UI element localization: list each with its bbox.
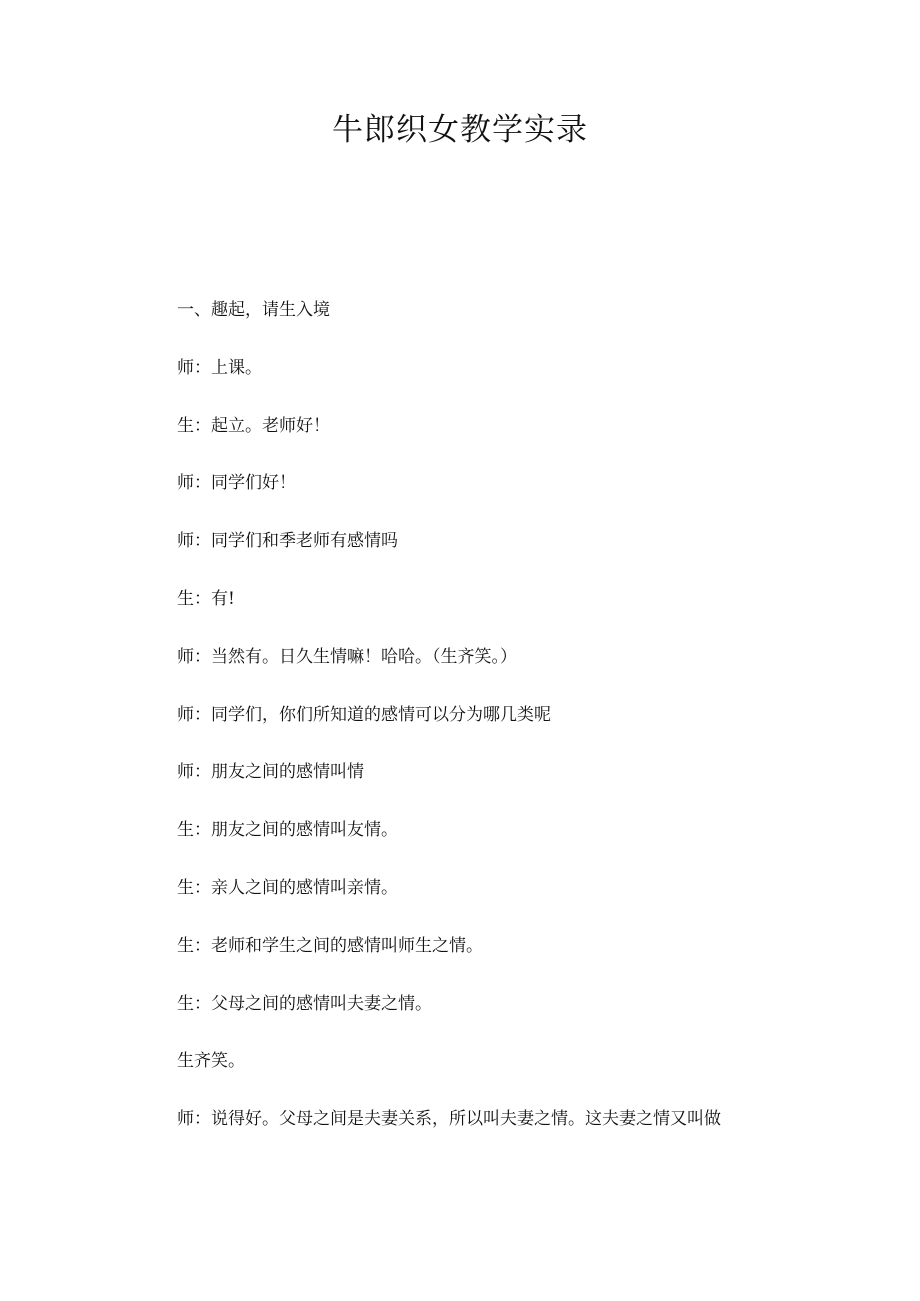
dialogue-line: 师：当然有。日久生情嘛！哈哈。（生齐笑。） [177,646,517,667]
dialogue-line: 师：朋友之间的感情叫情 [177,762,364,783]
dialogue-line: 师：上课。 [177,357,262,378]
dialogue-line: 生：朋友之间的感情叫友情。 [177,820,398,841]
section-heading: 一、趣起，请生入境 [177,300,330,320]
document-title: 牛郎织女教学实录 [332,112,588,148]
dialogue-line: 生：父母之间的感情叫夫妻之情。 [177,993,432,1014]
dialogue-line: 师：说得好。父母之间是夫妻关系，所以叫夫妻之情。这夫妻之情又叫做 [177,1109,721,1130]
dialogue-line: 师：同学们和季老师有感情吗 [177,531,398,552]
dialogue-line: 生：有! [177,588,235,609]
dialogue-line: 生：老师和学生之间的感情叫师生之情。 [177,935,483,956]
dialogue-line: 生：起立。老师好！ [177,415,330,436]
dialogue-line: 师：同学们好！ [177,473,296,494]
document-body [177,293,817,1160]
dialogue-line: 生齐笑。 [177,1051,245,1072]
dialogue-line: 师：同学们，你们所知道的感情可以分为哪几类呢 [177,704,551,725]
dialogue-line: 生：亲人之间的感情叫亲情。 [177,877,398,898]
